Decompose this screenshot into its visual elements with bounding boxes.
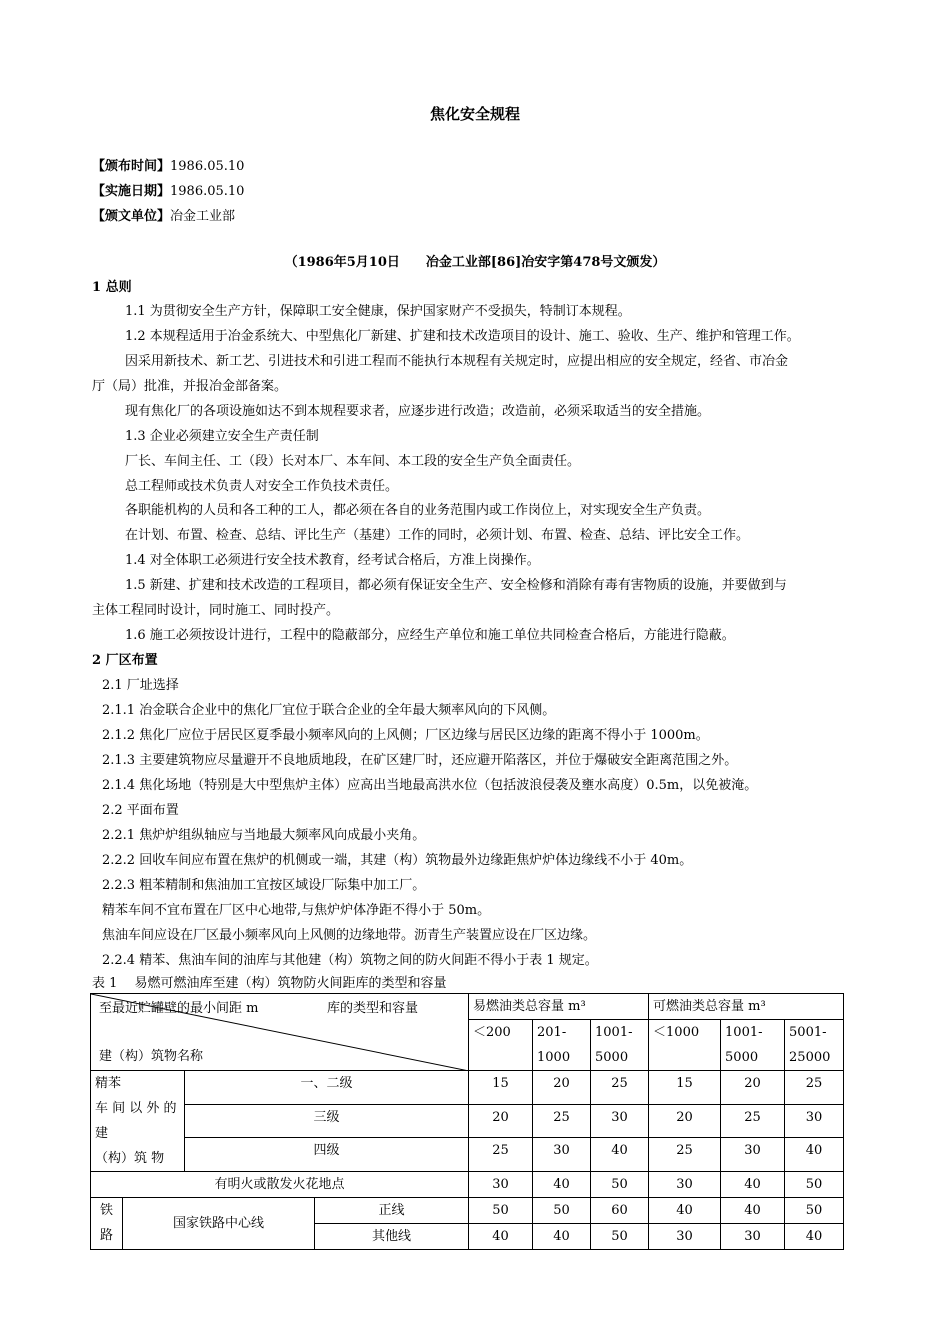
table-cell: 40 bbox=[469, 1224, 533, 1250]
table-cell: 40 bbox=[591, 1138, 649, 1172]
meta-value: 冶金工业部 bbox=[170, 209, 236, 224]
meta-value: 1986.05.10 bbox=[170, 159, 245, 174]
header-flammable: 易燃油类总容量 m³ bbox=[469, 994, 649, 1020]
table-cell: 30 bbox=[649, 1172, 721, 1198]
paragraph: 各职能机构的人员和各工种的工人，都必须在各自的业务范围内或工作岗位上，对实现安全生产负责。 bbox=[125, 503, 711, 518]
table-cell: 30 bbox=[721, 1138, 785, 1172]
section-heading: 2 厂区布置 bbox=[92, 653, 158, 668]
table-cell: 20 bbox=[649, 1104, 721, 1138]
sub-header: 1001- 5000 bbox=[721, 1020, 785, 1071]
table-cell: 50 bbox=[591, 1172, 649, 1198]
rail-sub-label: 国家铁路中心线 bbox=[123, 1198, 315, 1250]
paragraph: 1.5 新建、扩建和技术改造的工程项目，都必须有保证安全生产、安全检修和消除有毒有害物质的设施，并要做到与 bbox=[125, 578, 787, 593]
meta-label: 【实施日期】 bbox=[92, 184, 171, 199]
table-cell: 40 bbox=[785, 1224, 844, 1250]
paragraph: 精苯车间不宜布置在厂区中心地带,与焦炉炉体净距不得小于 50m。 bbox=[102, 903, 491, 918]
paragraph: 1.1 为贯彻安全生产方针，保障职工安全健康，保护国家财产不受损失，特制订本规程。 bbox=[125, 304, 631, 319]
table-cell: 30 bbox=[649, 1224, 721, 1250]
meta-label: 【颁文单位】 bbox=[92, 209, 171, 224]
table-cell: 40 bbox=[721, 1198, 785, 1224]
sub-header: 1001- 5000 bbox=[591, 1020, 649, 1071]
table-cell: 30 bbox=[591, 1104, 649, 1138]
meta-label: 【颁布时间】 bbox=[92, 159, 171, 174]
table-cell: 20 bbox=[533, 1071, 591, 1105]
meta-value: 1986.05.10 bbox=[170, 184, 245, 199]
table-cell: 50 bbox=[785, 1198, 844, 1224]
table-cell: 25 bbox=[469, 1138, 533, 1172]
table-cell: 50 bbox=[785, 1172, 844, 1198]
table-cell: 25 bbox=[591, 1071, 649, 1105]
paragraph: 总工程师或技术负责人对安全工作负技术责任。 bbox=[125, 479, 399, 494]
meta-issuer bbox=[92, 205, 235, 224]
sub-header: ＜200 bbox=[469, 1020, 533, 1071]
paragraph: 厂长、车间主任、工（段）长对本厂、本车间、本工段的安全生产负全面责任。 bbox=[125, 454, 581, 469]
table-diagonal-header bbox=[91, 994, 469, 1071]
sub-header: 201- 1000 bbox=[533, 1020, 591, 1071]
table-cell: 30 bbox=[533, 1138, 591, 1172]
table-cell: 25 bbox=[785, 1071, 844, 1105]
table-cell: 50 bbox=[469, 1198, 533, 1224]
paragraph: 因采用新技术、新工艺、引进技术和引进工程而不能执行本规程有关规定时，应提出相应的安全规定，经省、市冶金 bbox=[125, 354, 789, 369]
paragraph: 2.1.1 冶金联合企业中的焦化厂宜位于联合企业的全年最大频率风向的下风侧。 bbox=[102, 703, 556, 718]
rail-label: 铁 路 bbox=[91, 1198, 123, 1250]
paragraph: 1.2 本规程适用于冶金系统大、中型焦化厂新建、扩建和技术改造项目的设计、施工、验收、生产、维护和管理工作。 bbox=[125, 329, 800, 344]
paragraph: 1.3 企业必须建立安全生产责任制 bbox=[125, 429, 319, 444]
paragraph: 1.6 施工必须按设计进行，工程中的隐蔽部分，应经生产单位和施工单位共同检查合格后，方能进行隐蔽。 bbox=[125, 628, 735, 643]
table-cell: 25 bbox=[533, 1104, 591, 1138]
paragraph: 2.2.2 回收车间应布置在焦炉的机侧或一端，其建（构）筑物最外边缘距焦炉炉体边缘线不小于 40m。 bbox=[102, 853, 693, 868]
fire-distance-table bbox=[90, 993, 844, 1250]
table-cell: 50 bbox=[591, 1224, 649, 1250]
table-cell: 15 bbox=[649, 1071, 721, 1105]
table-cell: 20 bbox=[721, 1071, 785, 1105]
paragraph: 2.2.1 焦炉炉组纵轴应与当地最大频率风向成最小夹角。 bbox=[102, 828, 426, 843]
table-cell: 40 bbox=[533, 1172, 591, 1198]
grade-label: 三级 bbox=[185, 1104, 469, 1138]
table-cell: 50 bbox=[533, 1198, 591, 1224]
paragraph: 焦油车间应设在厂区最小频率风向上风侧的边缘地带。沥青生产装置应设在厂区边缘。 bbox=[102, 928, 597, 943]
table-cell: 60 bbox=[591, 1198, 649, 1224]
header-min-distance: 至最近贮罐壁的最小间距 m bbox=[99, 1001, 259, 1016]
paragraph: 主体工程同时设计，同时施工、同时投产。 bbox=[92, 603, 340, 618]
rail-line-label: 正线 bbox=[315, 1198, 469, 1224]
table-cell: 40 bbox=[721, 1172, 785, 1198]
table-cell: 15 bbox=[469, 1071, 533, 1105]
fire-point-label: 有明火或散发火花地点 bbox=[91, 1172, 469, 1198]
meta-issue-date bbox=[92, 155, 244, 174]
table-cell: 40 bbox=[785, 1138, 844, 1172]
paragraph: 现有焦化厂的各项设施如达不到本规程要求者，应逐步进行改造；改造前，必须采取适当的安全措施。 bbox=[125, 404, 711, 419]
table-cell: 40 bbox=[649, 1198, 721, 1224]
paragraph: 2.2.4 精苯、焦油车间的油库与其他建（构）筑物之间的防火间距不得小于表 1 规定。 bbox=[102, 953, 598, 968]
paragraph: 2.1.2 焦化厂应位于居民区夏季最小频率风向的上风侧；厂区边缘与居民区边缘的距离不得小于 1000m。 bbox=[102, 728, 709, 743]
grade-label: 四级 bbox=[185, 1138, 469, 1172]
sub-header: ＜1000 bbox=[649, 1020, 721, 1071]
grade-label: 一、二级 bbox=[185, 1071, 469, 1105]
table-cell: 20 bbox=[469, 1104, 533, 1138]
issued-line: （1986年5月10日 冶金工业部[86]冶安字第478号文颁发） bbox=[284, 255, 666, 270]
paragraph: 1.4 对全体职工必须进行安全技术教育，经考试合格后，方准上岗操作。 bbox=[125, 553, 540, 568]
header-combustible: 可燃油类总容量 m³ bbox=[649, 994, 844, 1020]
row-group-label: 精苯 车 间 以 外 的 建 （构）筑 物 bbox=[91, 1071, 185, 1172]
paragraph: 在计划、布置、检查、总结、评比生产（基建）工作的同时，必须计划、布置、检查、总结、评比安全工作。 bbox=[125, 528, 750, 543]
table-cell: 30 bbox=[721, 1224, 785, 1250]
header-depot-type: 库的类型和容量 bbox=[327, 1001, 419, 1016]
rail-line-label: 其他线 bbox=[315, 1224, 469, 1250]
paragraph: 2.2.3 粗苯精制和焦油加工宜按区域设厂际集中加工厂。 bbox=[102, 878, 426, 893]
sub-header: 5001- 25000 bbox=[785, 1020, 844, 1071]
paragraph: 2.2 平面布置 bbox=[102, 803, 179, 818]
table-cell: 30 bbox=[469, 1172, 533, 1198]
paragraph: 2.1 厂址选择 bbox=[102, 678, 179, 693]
table-cell: 25 bbox=[649, 1138, 721, 1172]
table-caption: 表 1 易燃可燃油库至建（构）筑物防火间距库的类型和容量 bbox=[92, 976, 447, 991]
paragraph: 2.1.4 焦化场地（特别是大中型焦炉主体）应高出当地最高洪水位（包括波浪侵袭及壅水高度）0.5m，以免被淹。 bbox=[102, 778, 758, 793]
header-building-name: 建（构）筑物名称 bbox=[99, 1049, 204, 1064]
section-heading: 1 总则 bbox=[92, 280, 132, 295]
table-cell: 30 bbox=[785, 1104, 844, 1138]
document-title: 焦化安全规程 bbox=[429, 105, 520, 123]
table-cell: 25 bbox=[721, 1104, 785, 1138]
table-cell: 40 bbox=[533, 1224, 591, 1250]
paragraph: 厅（局）批准，并报冶金部备案。 bbox=[92, 379, 288, 394]
meta-effective-date bbox=[92, 180, 244, 199]
paragraph: 2.1.3 主要建筑物应尽量避开不良地质地段，在矿区建厂时，还应避开陷落区，并位于爆破安全距离范围之外。 bbox=[102, 753, 738, 768]
